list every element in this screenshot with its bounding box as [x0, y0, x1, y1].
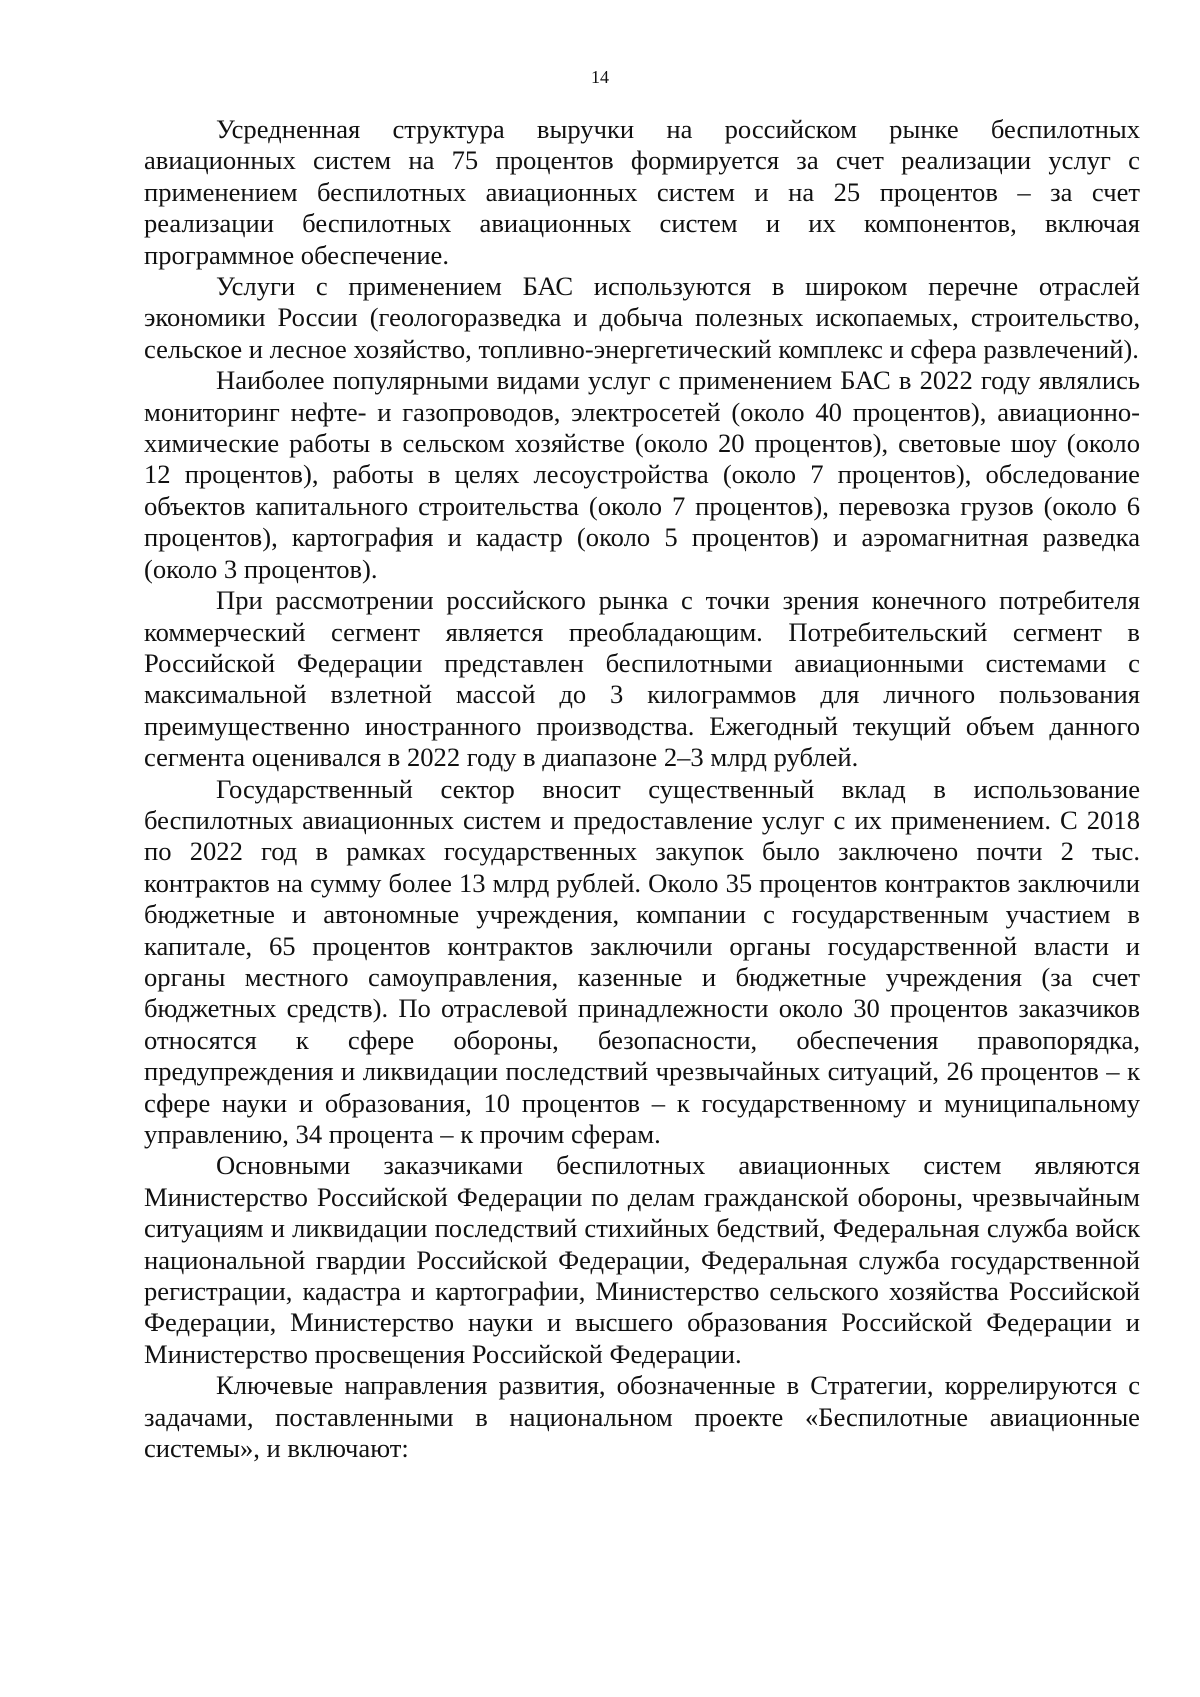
- paragraph-revenue-structure: Усредненная структура выручки на российском рынке беспилотных авиационных систем на 75 процентов формируется за счет реализации услуг с применением беспилотных авиационных систем и на 25 процентов – за счет реализации беспилотных авиационных систем и их компонентов, включая программное обеспечение.: [144, 114, 1140, 270]
- paragraph-popular-services: Наиболее популярными видами услуг с применением БАС в 2022 году являлись мониторинг нефте- и газопроводов, электросетей (около 40 процентов), авиационно-химические работы в сельском хозяйстве (около 20 процентов), световые шоу (около 12 процентов), работы в целях лесоустройства (около 7 процентов), обследование объектов капитального строительства (около 7 процентов), перевозка грузов (около 6 процентов), картография и кадастр (около 5 процентов) и аэромагнитная разведка (около 3 процентов).: [144, 365, 1140, 584]
- paragraph-public-sector: Государственный сектор вносит существенный вклад в использование беспилотных авиационных систем и предоставление услуг с их применением. С 2018 по 2022 год в рамках государственных закупок было заключено почти 2 тыс. контрактов на сумму более 13 млрд рублей. Около 35 процентов контрактов заключили бюджетные и автономные учреждения, компании с государственным участием в капитале, 65 процентов контрактов заключили органы государственной власти и органы местного самоуправления, казенные и бюджетные учреждения (за счет бюджетных средств). По отраслевой принадлежности около 30 процентов заказчиков относятся к сфере обороны, безопасности, обеспечения правопорядка, предупреждения и ликвидации последствий чрезвычайных ситуаций, 26 процентов – к сфере науки и образования, 10 процентов – к государственному и муниципальному управлению, 34 процента – к прочим сферам.: [144, 773, 1140, 1149]
- document-body: [144, 114, 1140, 1464]
- paragraph-key-directions: Ключевые направления развития, обозначенные в Стратегии, коррелируются с задачами, поставленными в национальном проекте «Беспилотные авиационные системы», и включают:: [144, 1370, 1140, 1464]
- paragraph-industries: Услуги с применением БАС используются в широком перечне отраслей экономики России (геологоразведка и добыча полезных ископаемых, строительство, сельское и лесное хозяйство, топливно-энергетический комплекс и сфера развлечений).: [144, 271, 1140, 364]
- paragraph-consumer-segment: При рассмотрении российского рынка с точки зрения конечного потребителя коммерческий сегмент является преобладающим. Потребительский сегмент в Российской Федерации представлен беспилотными авиационными системами с максимальной взлетной массой до 3 килограммов для личного пользования преимущественно иностранного производства. Ежегодный текущий объем данного сегмента оценивался в 2022 году в диапазоне 2–3 млрд рублей.: [144, 585, 1140, 773]
- page-number: 14: [591, 67, 609, 87]
- paragraph-main-customers: Основными заказчиками беспилотных авиационных систем являются Министерство Российской Федерации по делам гражданской обороны, чрезвычайным ситуациям и ликвидации последствий стихийных бедствий, Федеральная служба войск национальной гвардии Российской Федерации, Федеральная служба государственной регистрации, кадастра и картографии, Министерство сельского хозяйства Российской Федерации, Министерство науки и высшего образования Российской Федерации и Министерство просвещения Российской Федерации.: [144, 1150, 1140, 1369]
